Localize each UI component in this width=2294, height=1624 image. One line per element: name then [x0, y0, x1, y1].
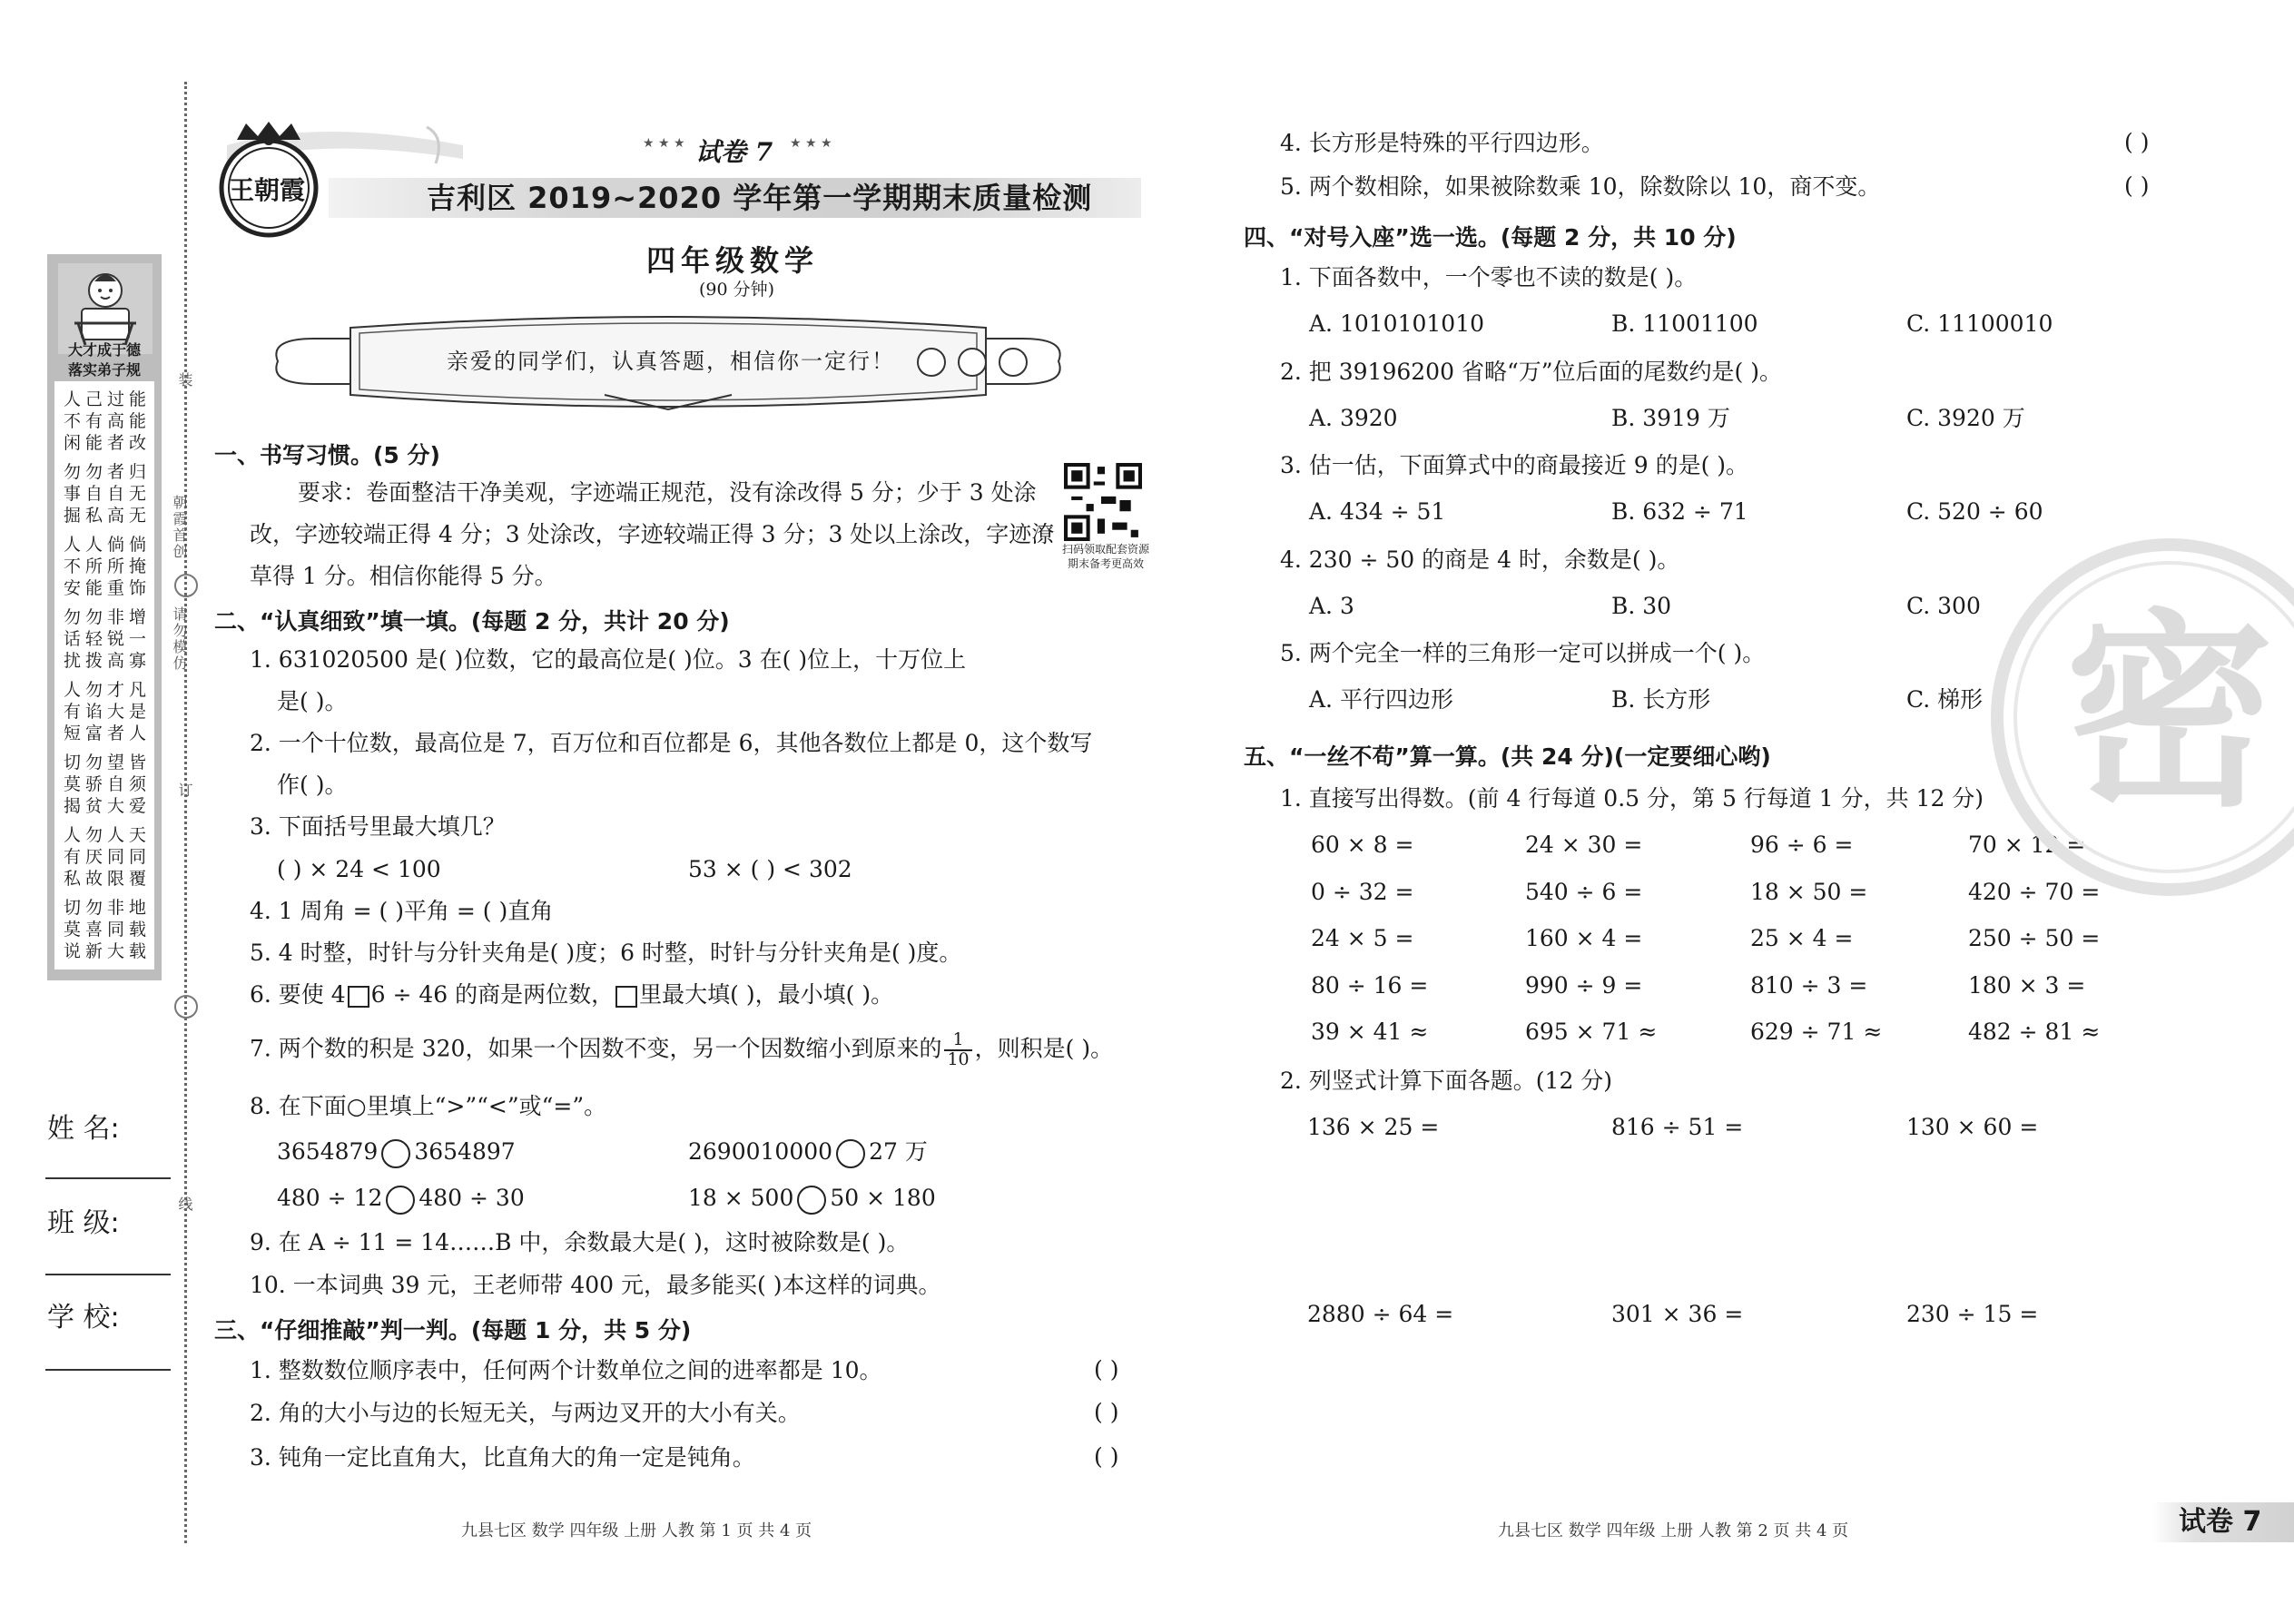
column-calc-item: 230 ÷ 15 = — [1906, 1301, 2039, 1327]
section-1-line-1: 要求：卷面整洁干净美观，字迹端正规范，没有涂改得 5 分；少于 3 处涂 — [298, 479, 1037, 506]
q2-1-line-2: 是( )。 — [277, 688, 348, 714]
q2-3-part-a: ( ) × 24 < 100 — [277, 856, 441, 882]
sidebar-row: 人勿才凡 — [64, 680, 152, 700]
section-1-line-3: 草得 1 分。相信你能得 5 分。 — [250, 563, 557, 589]
mental-math-item: 629 ÷ 71 ≈ — [1750, 1019, 1883, 1045]
sidebar-row: 事自自无 — [64, 484, 152, 504]
stamp-character: 密 — [2064, 593, 2275, 835]
class-label: 班 级: — [47, 1207, 120, 1239]
sidebar-row: 安能重饰 — [64, 578, 152, 598]
sidebar-row: 话轻锐一 — [64, 629, 152, 649]
q2-8-b-left: 2690010000 — [688, 1138, 833, 1165]
secret-stamp-icon — [1988, 536, 2294, 899]
mental-math-item: 990 ÷ 9 = — [1525, 971, 1643, 999]
q2-1-line-1: 1. 631020500 是( )位数，它的最高位是( )位。3 在( )位上，十万位上 — [250, 646, 967, 673]
binding-dashed-line — [184, 82, 187, 1543]
judge-item-4: 4. 长方形是特殊的平行四边形。 — [1280, 130, 1604, 156]
choice-option-b[interactable]: B. 长方形 — [1611, 686, 1711, 713]
section-1-line-2: 改，字迹较端正得 4 分；3 处涂改，字迹较端正得 3 分；3 处以上涂改，字迹潦 — [250, 521, 1055, 547]
qr-caption-line-2: 期末备考更高效 — [1067, 556, 1144, 570]
mental-math-item: 80 ÷ 16 = — [1311, 971, 1429, 999]
choice-option-b[interactable]: B. 632 ÷ 71 — [1611, 498, 1748, 525]
mental-math-item: 0 ÷ 32 = — [1311, 878, 1414, 905]
class-line[interactable] — [45, 1274, 171, 1275]
column-calc-item: 2880 ÷ 64 = — [1307, 1301, 1454, 1327]
choice-question: 5. 两个完全一样的三角形一定可以拼成一个( )。 — [1280, 640, 1766, 666]
section-5-part-2: 2. 列竖式计算下面各题。(12 分) — [1280, 1068, 1613, 1094]
compare-circle-icon[interactable] — [381, 1139, 410, 1168]
choice-option-a[interactable]: A. 1010101010 — [1309, 310, 1485, 337]
sidebar-row: 人勿人天 — [64, 825, 152, 845]
fraction-numerator: 1 — [944, 1031, 971, 1051]
q2-2-line-1: 2. 一个十位数，最高位是 7，百万位和百位都是 6，其他各数位上都是 0，这个数写 — [250, 730, 1093, 756]
mental-math-item: 18 × 50 = — [1750, 878, 1868, 905]
sidebar-rows — [54, 381, 154, 962]
sidebar-row: 勿勿非增 — [64, 607, 152, 627]
q2-10: 10. 一本词典 39 元，王老师带 400 元，最多能买( )本这样的词典。 — [250, 1272, 941, 1298]
sidebar-row: 有厌同同 — [64, 847, 152, 867]
footer-right: 九县七区 数学 四年级 上册 人教 第 2 页 共 4 页 — [1498, 1521, 1849, 1540]
compare-circle-icon[interactable] — [386, 1186, 415, 1215]
name-line[interactable] — [45, 1177, 171, 1179]
name-label: 姓 名: — [47, 1113, 120, 1145]
blank-square-icon[interactable] — [348, 986, 369, 1008]
mental-math-item: 160 × 4 = — [1525, 925, 1643, 951]
q2-8-c-right: 480 ÷ 30 — [418, 1185, 525, 1211]
sidebar-row: 闲能者改 — [64, 433, 152, 453]
q2-2-line-2: 作( )。 — [277, 772, 348, 798]
choice-option-c[interactable]: C. 3920 万 — [1906, 404, 2025, 431]
q2-9: 9. 在 A ÷ 11 = 14……B 中，余数最大是( )，这时被除数是( )。 — [250, 1229, 910, 1255]
q2-6-post: 里最大填( )，最小填( )。 — [639, 981, 894, 1008]
choice-option-c[interactable]: C. 梯形 — [1906, 686, 1984, 713]
binding-hole-icon — [174, 995, 198, 1019]
side-vertical-label-2: 请勿模仿 — [171, 606, 188, 672]
compare-circle-icon[interactable] — [797, 1186, 826, 1215]
choice-option-c[interactable]: C. 11100010 — [1906, 310, 2053, 337]
mental-math-item: 180 × 3 = — [1968, 971, 2086, 999]
q2-8-a-right: 3654897 — [414, 1138, 516, 1165]
mental-math-item: 25 × 4 = — [1750, 925, 1854, 951]
judge-item-5: 5. 两个数相除，如果被除数乘 10，除数除以 10，商不变。 — [1280, 173, 1881, 200]
star-decoration-right: ★ ★ ★ — [790, 136, 832, 151]
q2-8: 8. 在下面○里填上“>”“<”或“=”。 — [250, 1093, 607, 1119]
choice-question: 1. 下面各数中，一个零也不读的数是( )。 — [1280, 264, 1698, 290]
mental-math-item: 39 × 41 ≈ — [1311, 1019, 1429, 1045]
judge-item-1: 1. 整数数位顺序表中，任何两个计数单位之间的进率都是 10。 — [250, 1357, 882, 1383]
column-calc-item: 816 ÷ 51 = — [1611, 1114, 1744, 1140]
mental-math-item: 810 ÷ 3 = — [1750, 971, 1868, 999]
judge-answer-5[interactable]: ( ) — [2124, 172, 2150, 199]
choice-option-c[interactable]: C. 520 ÷ 60 — [1906, 498, 2043, 525]
section-5-title: 五、“一丝不苟”算一算。(共 24 分)(一定要细心哟) — [1244, 743, 1771, 770]
q2-8-c-left: 480 ÷ 12 — [277, 1185, 383, 1211]
choice-option-c[interactable]: C. 300 — [1906, 592, 1981, 619]
mental-math-item: 96 ÷ 6 = — [1750, 832, 1854, 858]
school-line[interactable] — [45, 1369, 171, 1371]
section-1-title: 一、书写习惯。(5 分) — [214, 442, 440, 468]
judge-answer-1[interactable]: ( ) — [1094, 1356, 1119, 1383]
sidebar-row: 掘私高无 — [64, 506, 152, 526]
section-3-title: 三、“仔细推敲”判一判。(每题 1 分，共 5 分) — [214, 1317, 692, 1343]
mental-math-item: 60 × 8 = — [1311, 832, 1414, 858]
q2-7-pre: 7. 两个数的积是 320，如果一个因数不变，另一个因数缩小到原来的 — [250, 1035, 942, 1062]
fraction-denominator: 10 — [947, 1048, 970, 1069]
q2-8-b-right: 27 万 — [869, 1138, 928, 1165]
sidebar-row: 有谄大是 — [64, 702, 152, 722]
sidebar-row: 切勿望皆 — [64, 753, 152, 773]
mental-math-item: 24 × 5 = — [1311, 925, 1414, 951]
sidebar-row: 勿勿者归 — [64, 462, 152, 482]
paper-number-label: 试卷 7 — [695, 137, 773, 167]
sidebar-row: 不所所掩 — [64, 556, 152, 576]
star-decoration-left: ★ ★ ★ — [643, 136, 685, 151]
q2-3: 3. 下面括号里最大填几？ — [250, 813, 506, 840]
sidebar-row: 切勿非地 — [64, 898, 152, 918]
choice-option-b[interactable]: B. 3919 万 — [1611, 404, 1730, 431]
q2-8-c — [277, 1184, 525, 1215]
judge-answer-2[interactable]: ( ) — [1094, 1399, 1119, 1425]
choice-option-b[interactable]: B. 11001100 — [1611, 310, 1758, 337]
fraction-one-tenth — [944, 1031, 971, 1069]
mental-math-item: 420 ÷ 70 = — [1968, 878, 2101, 905]
qr-code-icon[interactable] — [1064, 463, 1142, 541]
footer-left: 九县七区 数学 四年级 上册 人教 第 1 页 共 4 页 — [461, 1521, 812, 1540]
sidebar-row: 说新大载 — [64, 941, 152, 961]
choice-option-a[interactable]: A. 3920 — [1309, 404, 1398, 431]
q2-6-pre: 6. 要使 4 — [250, 981, 346, 1008]
column-calc-item: 130 × 60 = — [1906, 1114, 2039, 1140]
q2-7-post: ，则积是( )。 — [974, 1035, 1114, 1062]
choice-option-a[interactable]: A. 434 ÷ 51 — [1309, 498, 1446, 525]
choice-question: 3. 估一估，下面算式中的商最接近 9 的是( )。 — [1280, 452, 1749, 478]
sidebar-row: 短富者人 — [64, 723, 152, 743]
choice-option-a[interactable]: A. 平行四边形 — [1309, 686, 1453, 713]
sidebar-row: 人己过能 — [64, 389, 152, 409]
compare-circle-icon[interactable] — [836, 1139, 865, 1168]
mental-math-item: 70 × 12 = — [1968, 832, 2086, 858]
q2-8-a-left: 3654879 — [277, 1138, 379, 1165]
sidebar-row: 人人倘倘 — [64, 535, 152, 555]
qr-caption-line-1: 扫码领取配套资源 — [1061, 543, 1149, 556]
exam-title: 吉利区 2019~2020 学年第一学期期末质量检测 — [427, 181, 1093, 215]
motto-line-2: 落实弟子规 — [67, 360, 141, 379]
choice-question: 2. 把 39196200 省略“万”位后面的尾数约是( )。 — [1280, 358, 1782, 385]
q2-6 — [250, 980, 893, 1010]
q2-5: 5. 4 时整，时针与分针夹角是( )度；6 时整，时针与分针夹角是( )度。 — [250, 940, 962, 966]
choice-question: 4. 230 ÷ 50 的商是 4 时，余数是( )。 — [1280, 546, 1680, 573]
mental-math-item: 24 × 30 = — [1525, 832, 1643, 858]
column-calc-item: 136 × 25 = — [1307, 1114, 1440, 1140]
q2-8-d-left: 18 × 500 — [688, 1185, 794, 1211]
qr-caption — [1042, 543, 1169, 571]
judge-answer-3[interactable]: ( ) — [1094, 1443, 1119, 1470]
q2-8-b — [688, 1137, 928, 1168]
binding-char-zhuang: 装 — [176, 372, 193, 389]
q2-7 — [250, 1031, 1113, 1069]
sidebar-text-panel — [54, 381, 154, 969]
judge-item-3: 3. 钝角一定比直角大，比直角大的角一定是钝角。 — [250, 1444, 755, 1471]
binding-hole-icon — [174, 574, 198, 597]
q2-4: 4. 1 周角 = ( )平角 = ( )直角 — [250, 898, 554, 924]
sidebar-row: 私故限覆 — [64, 869, 152, 889]
q2-8-a — [277, 1137, 516, 1168]
sidebar-row: 不有高能 — [64, 411, 152, 431]
school-label: 学 校: — [47, 1302, 120, 1334]
section-4-title: 四、“对号入座”选一选。(每题 2 分，共 10 分) — [1244, 224, 1737, 251]
mental-math-item: 540 ÷ 6 = — [1525, 878, 1643, 905]
judge-item-2: 2. 角的大小与边的长短无关，与两边叉开的大小有关。 — [250, 1400, 801, 1426]
sidebar-motto — [51, 340, 158, 379]
q2-6-mid: 6 ÷ 46 的商是两位数， — [370, 981, 615, 1008]
q2-3-part-b: 53 × ( ) < 302 — [688, 856, 852, 882]
mental-math-item: 250 ÷ 50 = — [1968, 925, 2101, 951]
binding-char-xian: 线 — [176, 1196, 193, 1213]
choice-option-b[interactable]: B. 30 — [1611, 592, 1672, 619]
section-5-part-1: 1. 直接写出得数。(前 4 行每道 0.5 分，第 5 行每道 1 分，共 12 分) — [1280, 785, 1984, 812]
q2-8-d — [688, 1184, 936, 1215]
duration-label: (90 分钟) — [699, 280, 775, 300]
section-2-title: 二、“认真细致”填一填。(每题 2 分，共计 20 分) — [214, 608, 730, 635]
mental-math-item: 695 × 71 ≈ — [1525, 1019, 1658, 1045]
column-calc-item: 301 × 36 = — [1611, 1301, 1744, 1327]
motto-line-1: 大才成于德 — [67, 341, 141, 359]
blank-square-icon — [615, 986, 637, 1008]
side-vertical-label-1: 朝霞首创 — [171, 495, 188, 560]
q2-8-d-right: 50 × 180 — [830, 1185, 936, 1211]
sidebar-row: 揭贫大爱 — [64, 796, 152, 816]
encouragement-text: 亲爱的同学们，认真答题，相信你一定行！ — [447, 349, 895, 374]
judge-answer-4[interactable]: ( ) — [2124, 129, 2150, 155]
mental-math-item: 482 ÷ 81 ≈ — [1968, 1019, 2101, 1045]
choice-option-a[interactable]: A. 3 — [1309, 592, 1354, 619]
sidebar-row: 扰拨高寡 — [64, 651, 152, 671]
brand-logo-text: 王朝霞 — [229, 175, 306, 205]
sidebar-row: 莫骄自须 — [64, 774, 152, 794]
binding-char-ding: 订 — [176, 782, 193, 799]
paper-tag-label: 试卷 7 — [2179, 1506, 2262, 1538]
subject-title: 四年级数学 — [646, 243, 820, 278]
sidebar-row: 莫喜同载 — [64, 920, 152, 940]
